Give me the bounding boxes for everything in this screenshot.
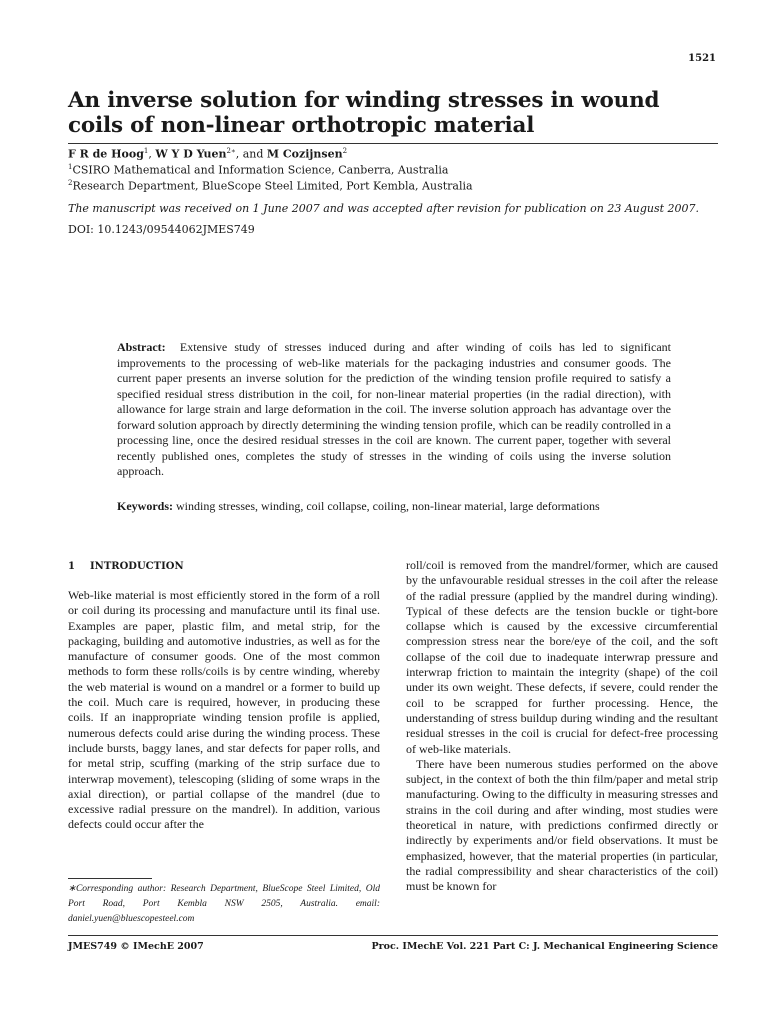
author-affiliation-mark: 2 bbox=[342, 147, 348, 155]
paper-title bbox=[68, 88, 708, 138]
footer-journal-name: Proc. IMechE Vol. 221 Part C: J. Mechanical Engineering Science bbox=[371, 941, 718, 952]
body-paragraph: There have been numerous studies performed on the above subject, in the context of both the thin film/paper and metal strip manufacturing. Owing to the difficulty in measuring stresses and strains in the coil during and after winding, most studies were theoretical in nature, with predictions confirmed directly or indirectly by experiments and/or field observations. It must be emphasized, however, that the material properties (in particular, the radial compressibility and shear characteristics of the coil) must be known for bbox=[406, 756, 718, 894]
page-number: 1521 bbox=[688, 53, 716, 64]
affiliation-text: CSIRO Mathematical and Information Science, Canberra, Australia bbox=[72, 163, 449, 177]
author-separator: , bbox=[148, 147, 156, 161]
author-list bbox=[68, 147, 347, 161]
footnote: ∗Corresponding author: Research Department, BlueScope Steel Limited, Old Port Road, Port Kembla NSW 2505, Australia. email: daniel.yuen@bluescopesteel.com bbox=[68, 884, 380, 924]
footnote-rule bbox=[68, 878, 152, 879]
author-name: W Y D Yuen bbox=[155, 147, 227, 161]
body-paragraph: roll/coil is removed from the mandrel/former, which are caused by the unfavourable residual stresses in the coil after the release of the radial pressure (applied by the mandrel during winding). Typical of these defects are the tension buckle or tight-bore collapse which is caused by the excessive circumferential compression stress near the bore/eye of the coil, and the soft collapse of the coil due to inadequate interwrap pressure and interwrap friction to maintain the integrity (shape) of the coil under its own weight. These defects, if severe, could render the coil to be scrapped for further processing. Hence, the understanding of stress buildup during winding and the resultant residual stresses in the coil is crucial for defect-free processing of web-like materials. bbox=[406, 558, 718, 756]
author-affiliation-mark: 1 bbox=[143, 147, 149, 155]
manuscript-note: The manuscript was received on 1 June 2007 and was accepted after revision for publication on 23 August 2007. bbox=[68, 202, 700, 215]
footer-rule bbox=[68, 935, 718, 936]
author-affiliation-mark: 2∗ bbox=[226, 147, 236, 155]
keywords-label: Keywords: bbox=[117, 499, 173, 513]
affiliation bbox=[68, 163, 448, 177]
header-rule bbox=[68, 143, 718, 144]
doi: DOI: 10.1243/09544062JMES749 bbox=[68, 223, 255, 236]
body-paragraph: Web-like material is most efficiently stored in the form of a roll or coil during its processing and manufacture until its final use. Examples are paper, plastic film, and metal strip, for the packaging, building and automotive industries, as well as for the manufacture of consumer goods. One of the most common methods to form these rolls/coils is by centre winding, whereby the web material is wound on a mandrel or a former to build up the coil. Much care is required, however, in producing these coils. If an inappropriate winding tension profile is applied, numerous defects could arise during the winding process. These include bursts, baggy lanes, and star defects for paper rolls, and for metal strip, scuffing (marking of the strip surface due to interwrap movement), telescoping (sliding of some wraps in the axial direction), or partial collapse of the mandrel (due to excessive radial pressure on the mandrel). In addition, various defects could occur after the bbox=[68, 588, 380, 832]
right-column bbox=[406, 558, 718, 895]
section-title: INTRODUCTION bbox=[90, 561, 184, 572]
footer-journal-id: JMES749 © IMechE 2007 bbox=[68, 941, 204, 952]
section-heading bbox=[68, 561, 184, 572]
affiliation-mark: 1 bbox=[68, 163, 73, 171]
affiliation-mark: 2 bbox=[68, 179, 73, 187]
affiliation bbox=[68, 179, 473, 193]
abstract-text: Extensive study of stresses induced during and after winding of coils has led to significant improvements to the processing of web-like materials for the packaging industries and consumer goods. The current paper presents an inverse solution for the prediction of the winding tension profile required to satisfy a specified residual stress distribution in the coil, for non-linear material properties (in the radial direction), with allowance for large strain and large deformation in the coil. The inverse solution approach has advantage over the forward solution approach by directly determining the winding tension profile, which can be readily controlled in a processing line, once the desired residual stresses in the coil are known. The current paper, together with several recently published ones, completes the study of stresses in the winding of coils using the inverse solution approach. bbox=[117, 340, 671, 478]
author-name: M Cozijnsen bbox=[266, 147, 343, 161]
left-column bbox=[68, 588, 380, 833]
keywords-text: winding stresses, winding, coil collapse, coiling, non-linear material, large deformations bbox=[176, 499, 600, 513]
title-line: An inverse solution for winding stresses in wound bbox=[68, 88, 660, 113]
author-separator: , and bbox=[235, 147, 267, 161]
section-number: 1 bbox=[68, 561, 75, 572]
author-name: F R de Hoog bbox=[68, 147, 144, 161]
title-line: coils of non-linear orthotropic material bbox=[68, 113, 535, 138]
keywords bbox=[117, 499, 671, 515]
abstract-label: Abstract: bbox=[117, 340, 166, 354]
abstract bbox=[117, 340, 671, 480]
affiliation-text: Research Department, BlueScope Steel Limited, Port Kembla, Australia bbox=[72, 179, 473, 193]
